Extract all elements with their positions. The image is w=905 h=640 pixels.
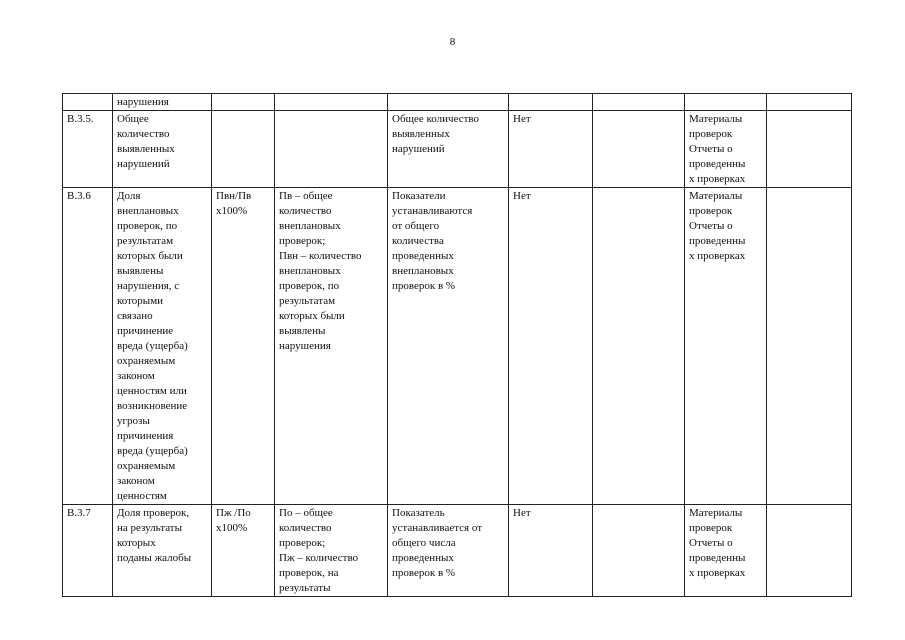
cell-col9 — [767, 111, 852, 188]
table-row — [63, 111, 852, 188]
table-row — [63, 188, 852, 505]
cell-formula: Пж /По х100% — [212, 505, 275, 597]
cell-definition — [275, 94, 388, 111]
cell-target — [509, 94, 593, 111]
cell-id: В.3.7 — [63, 505, 113, 597]
cell-formula — [212, 94, 275, 111]
table-row — [63, 505, 852, 597]
cell-col7 — [593, 94, 685, 111]
cell-notes: Показатели устанавливаются от общего количества проведенных внеплановых проверок в % — [388, 188, 509, 505]
table-row — [63, 94, 852, 111]
cell-name: Доля внеплановых проверок, по результатам которых были выявлены нарушения, с которыми связано причинение вреда (ущерба) охраняемым законом ценностям или возникновение угрозы причинения вреда (ущерба) охраняемым законом ценностям — [113, 188, 212, 505]
cell-notes: Показатель устанавливается от общего числа проведенных проверок в % — [388, 505, 509, 597]
cell-name: нарушения — [113, 94, 212, 111]
cell-id: В.3.5. — [63, 111, 113, 188]
cell-source — [685, 94, 767, 111]
cell-definition: По – общее количество проверок; Пж – количество проверок, на результаты — [275, 505, 388, 597]
cell-formula — [212, 111, 275, 188]
cell-source: Материалы проверок Отчеты о проведенны х проверках — [685, 188, 767, 505]
cell-id — [63, 94, 113, 111]
cell-notes: Общее количество выявленных нарушений — [388, 111, 509, 188]
cell-col9 — [767, 505, 852, 597]
cell-name: Общее количество выявленных нарушений — [113, 111, 212, 188]
cell-col7 — [593, 188, 685, 505]
cell-col9 — [767, 94, 852, 111]
cell-name: Доля проверок, на результаты которых поданы жалобы — [113, 505, 212, 597]
cell-source: Материалы проверок Отчеты о проведенны х проверках — [685, 505, 767, 597]
cell-target: Нет — [509, 111, 593, 188]
cell-col7 — [593, 505, 685, 597]
cell-notes — [388, 94, 509, 111]
cell-definition: Пв – общее количество внеплановых проверок; Пвн – количество внеплановых проверок, по результатам которых были выявлены нарушения — [275, 188, 388, 505]
cell-definition — [275, 111, 388, 188]
cell-target: Нет — [509, 505, 593, 597]
indicators-table — [62, 93, 852, 597]
cell-col7 — [593, 111, 685, 188]
page-number: 8 — [449, 36, 456, 48]
cell-id: В.3.6 — [63, 188, 113, 505]
cell-target: Нет — [509, 188, 593, 505]
cell-col9 — [767, 188, 852, 505]
cell-formula: Пвн/Пв х100% — [212, 188, 275, 505]
cell-source: Материалы проверок Отчеты о проведенны х проверках — [685, 111, 767, 188]
